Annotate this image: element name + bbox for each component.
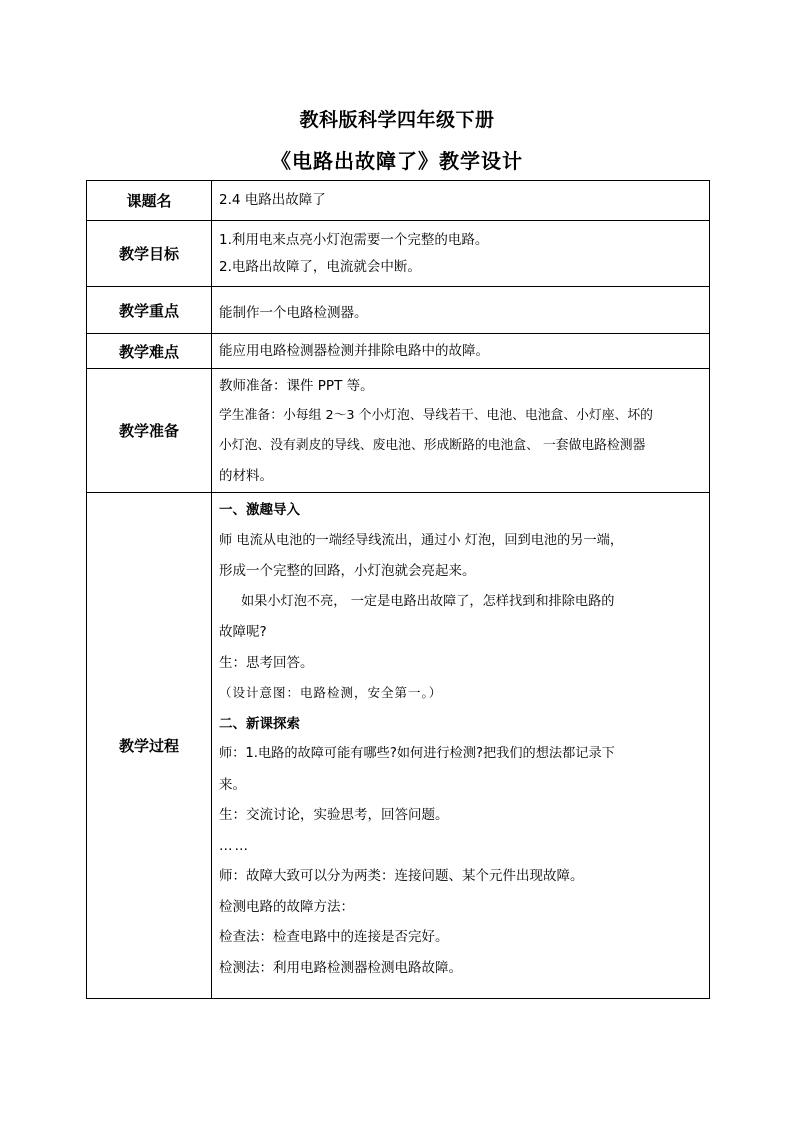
content-line: 如果小灯泡不亮， 一定是电路出故障了，怎样找到和排除电路的: [241, 593, 615, 609]
row-label-difficulties: 教学难点: [87, 334, 212, 369]
content-line: 检测电路的故障方法：: [219, 898, 354, 915]
content-line: 生：交流讨论，实验思考，回答问题。: [219, 807, 449, 823]
content-line: 教师准备：课件 PPT 等。: [219, 377, 374, 394]
content-line: 2.4 电路出故障了: [219, 192, 326, 208]
table-row-key-points: [87, 287, 710, 334]
row-content-objectives: [212, 221, 710, 287]
content-line: 生：思考回答。: [219, 654, 314, 671]
content-line: 形成一个完整的回路，小灯泡就会亮起来。: [219, 563, 476, 579]
content-line: 学生准备：小每组 2～3 个小灯泡、导线若干、电池、电池盒、小灯座、坏的: [219, 407, 653, 423]
content-line: 来。: [219, 776, 246, 793]
row-label-topic: 课题名: [87, 181, 212, 221]
table-row-topic: [87, 181, 710, 221]
ellipsis-line: ……: [219, 837, 250, 854]
row-content-process: [212, 493, 710, 999]
content-line: 能应用电路检测器检测并排除电路中的故障。: [219, 342, 489, 359]
content-line: 2.电路出故障了，电流就会中断。: [219, 258, 421, 275]
content-line: 师：1.电路的故障可能有哪些?如何进行检测?把我们的想法都记录下: [219, 746, 615, 761]
table-row-objectives: [87, 221, 710, 287]
row-label-process: 教学过程: [87, 493, 212, 999]
table-row-difficulties: [87, 334, 710, 369]
table-row-preparation: [87, 369, 710, 493]
content-line: 1.利用电来点亮小灯泡需要一个完整的电路。: [219, 231, 489, 248]
row-label-key-points: 教学重点: [87, 287, 212, 334]
content-line: 小灯泡、没有剥皮的导线、废电池、形成断路的电池盒、 一套做电路检测器: [219, 437, 646, 453]
content-line: 的材料。: [219, 467, 273, 484]
section-heading: 二、新课探索: [219, 715, 300, 732]
table-row-process: [87, 493, 710, 999]
content-line: 能制作一个电路检测器。: [219, 305, 368, 321]
document-title: 教科版科学四年级下册: [299, 109, 495, 131]
row-content-key-points: [212, 287, 710, 334]
design-note: （设计意图：电路检测，安全第一。）: [219, 685, 443, 700]
section-heading: 一、激趣导入: [219, 502, 300, 518]
content-line: 师：故障大致可以分为两类：连接问题、某个元件出现故障。: [219, 868, 584, 884]
row-label-objectives: 教学目标: [87, 221, 212, 287]
row-content-preparation: [212, 369, 710, 493]
document-subtitle: 《电路出故障了》教学设计: [271, 149, 523, 173]
lesson-plan-table: [86, 180, 710, 999]
row-label-preparation: 教学准备: [87, 369, 212, 493]
row-content-difficulties: [212, 334, 710, 369]
content-line: 师 电流从电池的一端经导线流出，通过小 灯泡，回到电池的另一端，: [219, 532, 624, 548]
content-line: 检测法：利用电路检测器检测电路故障。: [219, 959, 462, 976]
content-line: 检查法：检查电路中的连接是否完好。: [219, 929, 449, 945]
content-line: 故障呢?: [219, 624, 267, 640]
row-content-topic: [212, 181, 710, 221]
